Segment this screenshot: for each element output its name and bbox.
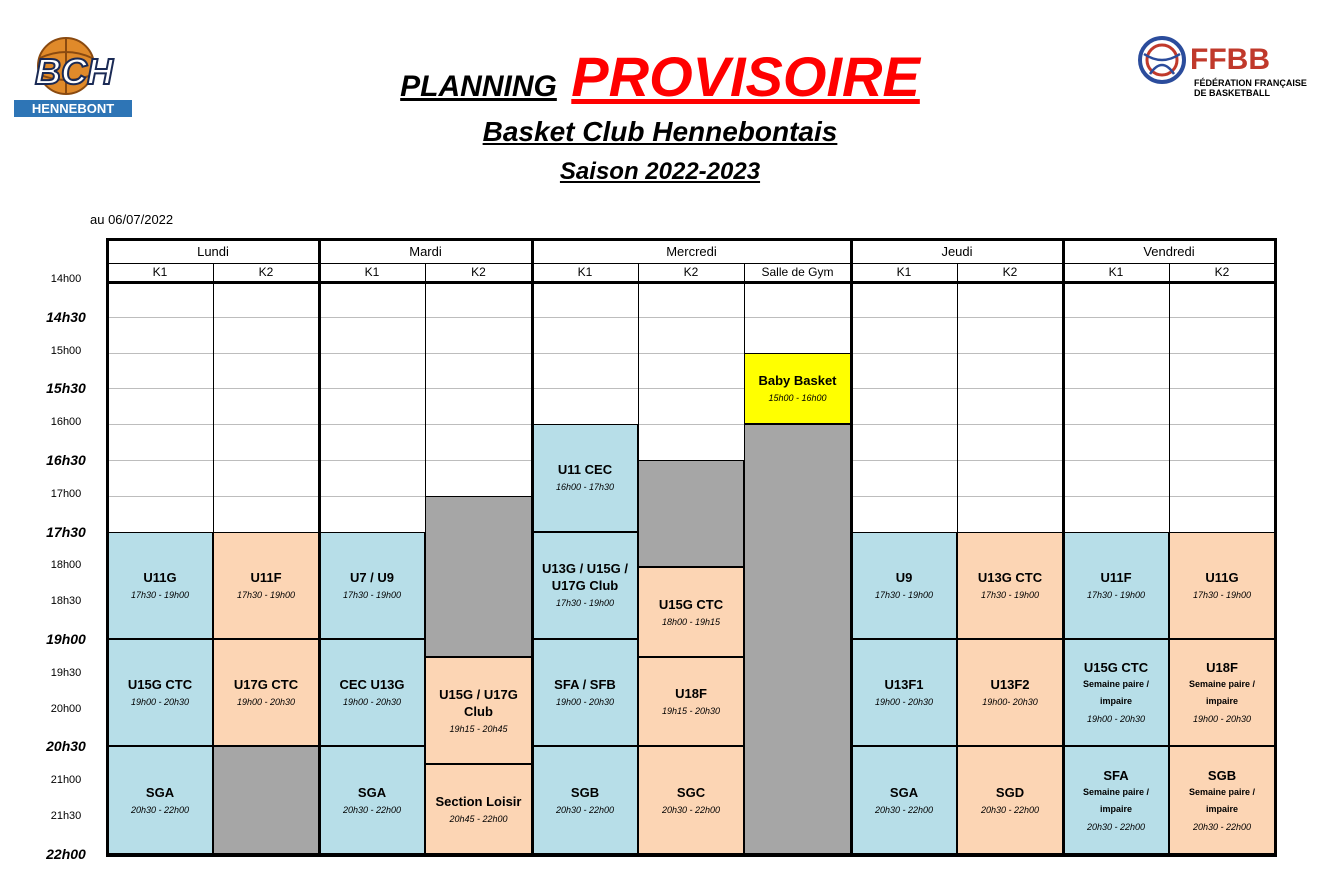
title-prefix: PLANNING (400, 70, 557, 103)
slot-team-name: Baby Basket (758, 372, 837, 388)
slot-team-name: SGB (1207, 767, 1237, 783)
time-label: 16h00 (50, 416, 82, 429)
ffbb-logo-text: FFBB (1190, 43, 1270, 76)
time-label: 15h00 (50, 344, 82, 357)
time-label: 18h30 (50, 595, 82, 608)
time-label: 19h30 (50, 666, 82, 679)
day-header-lundi: Lundi (107, 240, 319, 264)
slot-time-range: 18h00 - 19h15 (661, 616, 721, 627)
slot-time-range: 20h45 - 22h00 (449, 813, 508, 824)
slot-team-name: SFA / SFB (554, 677, 616, 693)
time-label: 21h30 (50, 810, 82, 822)
ffbb-logo (1138, 36, 1318, 100)
court-separator (957, 264, 958, 856)
slot-week-note: Semaine paire / impaire (1082, 679, 1150, 707)
day-separator (850, 238, 853, 856)
slot-u13f2 (957, 639, 1063, 746)
court-header-mardi-k2: K2 (425, 264, 532, 284)
court-header-jeudi-k2: K2 (957, 264, 1063, 284)
slot-u11f (213, 532, 319, 639)
slot-u9 (851, 532, 957, 639)
slot-week-note: Semaine paire / impaire (1188, 679, 1256, 707)
slot-team-name: SGA (889, 784, 919, 800)
slot-team-name: SGD (995, 784, 1025, 800)
svg-text:BCH: BCH (35, 51, 113, 92)
slot-week-note: Semaine paire / impaire (1188, 786, 1256, 814)
court-header-mercredi-salle-de-gym: Salle de Gym (744, 264, 851, 284)
slot-time-range: 15h00 - 16h00 (768, 392, 827, 403)
slot-time-range: 17h30 - 19h00 (342, 589, 402, 600)
time-label: 16h30 (46, 452, 86, 468)
time-label: 22h00 (46, 845, 86, 862)
slot-u11g (1169, 532, 1275, 639)
slot-team-name: U13G CTC (977, 569, 1043, 585)
time-label: 20h30 (46, 738, 86, 755)
day-separator (1062, 238, 1065, 856)
slot-section-loisir (425, 764, 532, 854)
slot-team-name: U11 CEC (557, 462, 613, 478)
slot-sgb (1169, 746, 1275, 853)
time-label: 15h30 (46, 380, 86, 397)
slot-u15g-ctc (1063, 639, 1169, 746)
slot-team-name: U11G (143, 569, 177, 585)
time-label: 14h30 (46, 308, 86, 325)
slot-blocked (638, 460, 744, 567)
slot-time-range: 19h00 - 20h30 (1192, 714, 1252, 725)
slot-time-range: 19h00 - 20h30 (1086, 714, 1146, 725)
slot-team-name: U11G (1205, 569, 1239, 585)
bch-hennebont-logo (14, 34, 134, 120)
slot-time-range: 20h30 - 22h00 (1086, 821, 1146, 832)
time-label: 19h00 (46, 631, 86, 647)
title-provisoire: PROVISOIRE (571, 45, 920, 108)
time-gridline (107, 388, 1275, 389)
slot-time-range: 19h15 - 20h45 (449, 723, 508, 734)
slot-team-name: CEC U13G (339, 677, 405, 693)
time-label: 20h00 (50, 702, 82, 715)
slot-u11g (107, 532, 213, 639)
slot-team-name: U13F1 (884, 677, 924, 693)
slot-time-range: 20h30 - 22h00 (555, 804, 615, 815)
court-header-mercredi-k1: K1 (532, 264, 638, 284)
slot-time-range: 20h30 - 22h00 (874, 804, 934, 815)
day-header-mardi: Mardi (319, 240, 532, 264)
slot-team-name: SGA (357, 784, 387, 800)
slot-time-range: 16h00 - 17h30 (555, 482, 615, 493)
slot-time-range: 17h30 - 19h00 (555, 598, 615, 609)
time-gridline (107, 424, 1275, 425)
slot-blocked (744, 424, 851, 854)
time-label: 17h00 (50, 487, 82, 500)
slot-sga (107, 746, 213, 853)
court-header-jeudi-k1: K1 (851, 264, 957, 284)
slot-team-name: U11F (1100, 569, 1132, 585)
slot-team-name: U18F (675, 686, 707, 702)
slot-time-range: 19h00 - 20h30 (555, 697, 615, 708)
court-header-vendredi-k2: K2 (1169, 264, 1275, 284)
slot-team-name: SGA (145, 784, 175, 800)
slot-time-range: 19h00 - 20h30 (130, 697, 190, 708)
slot-time-range: 19h00 - 20h30 (874, 697, 934, 708)
slot-u15g-u17g-club (425, 657, 532, 764)
slot-blocked (425, 496, 532, 657)
slot-sgc (638, 746, 744, 853)
slot-baby-basket (744, 353, 851, 425)
day-header-jeudi: Jeudi (851, 240, 1063, 264)
court-separator (1169, 264, 1170, 856)
slot-team-name: U11F (250, 569, 282, 585)
court-header-lundi-k1: K1 (107, 264, 213, 284)
slot-team-name: U13F2 (990, 677, 1030, 693)
slot-sgd (957, 746, 1063, 853)
slot-time-range: 17h30 - 19h00 (130, 589, 190, 600)
court-separator (425, 264, 426, 856)
slot-team-name: U15G CTC (658, 596, 724, 612)
court-header-mercredi-k2: K2 (638, 264, 744, 284)
time-label: 14h00 (50, 273, 82, 285)
slot-time-range: 19h00 - 20h30 (236, 697, 296, 708)
slot-sfa-sfb (532, 639, 638, 746)
grid-bottom-border (106, 854, 1277, 857)
page-title (300, 44, 1020, 108)
ffbb-logo-sub1: FÉDÉRATION FRANÇAISE (1194, 78, 1307, 88)
time-gridline (107, 317, 1275, 318)
slot-blocked (213, 746, 319, 853)
slot-time-range: 19h00- 20h30 (982, 697, 1038, 708)
court-separator (744, 264, 745, 856)
slot-team-name: U9 (895, 569, 913, 585)
day-separator (318, 238, 321, 856)
slot-time-range: 19h15 - 20h30 (661, 706, 721, 717)
slot-time-range: 20h30 - 22h00 (130, 804, 190, 815)
slot-time-range: 20h30 - 22h00 (342, 804, 402, 815)
slot-time-range: 20h30 - 22h00 (1192, 821, 1252, 832)
time-gridline (107, 353, 1275, 354)
day-separator (1274, 238, 1277, 856)
slot-time-range: 17h30 - 19h00 (1086, 589, 1146, 600)
slot-u13g-u15g-u17g-club (532, 532, 638, 639)
slot-u18f (638, 657, 744, 747)
slot-sga (851, 746, 957, 853)
slot-sgb (532, 746, 638, 853)
slot-team-name: U15G / U17G Club (439, 686, 518, 719)
slot-u17g-ctc (213, 639, 319, 746)
court-header-lundi-k2: K2 (213, 264, 319, 284)
season-label: Saison 2022-2023 (559, 158, 761, 185)
slot-time-range: 17h30 - 19h00 (874, 589, 934, 600)
day-header-vendredi: Vendredi (1063, 240, 1275, 264)
slot-cec-u13g (319, 639, 425, 746)
time-label: 18h00 (50, 559, 82, 572)
slot-time-range: 17h30 - 19h00 (980, 589, 1040, 600)
slot-team-name: SFA (1103, 767, 1129, 783)
slot-u11f (1063, 532, 1169, 639)
slot-team-name: Section Loisir (435, 793, 522, 809)
slot-u15g-ctc (107, 639, 213, 746)
slot-time-range: 20h30 - 22h00 (661, 804, 721, 815)
slot-time-range: 17h30 - 19h00 (1192, 589, 1252, 600)
slot-sga (319, 746, 425, 853)
grid-top-border (106, 238, 1277, 241)
slot-team-name: U13G / U15G / U17G Club (542, 561, 628, 594)
slot-time-range: 19h00 - 20h30 (342, 697, 402, 708)
slot-sfa (1063, 746, 1169, 853)
slot-u11-cec (532, 424, 638, 531)
ffbb-logo-sub2: DE BASKETBALL (1194, 88, 1270, 98)
court-header-mardi-k1: K1 (319, 264, 425, 284)
slot-team-name: U7 / U9 (349, 569, 395, 585)
slot-team-name: U15G CTC (127, 677, 193, 693)
slot-team-name: U18F (1206, 660, 1238, 676)
slot-time-range: 20h30 - 22h00 (980, 804, 1040, 815)
court-header-vendredi-k1: K1 (1063, 264, 1169, 284)
day-separator (106, 238, 109, 856)
slot-team-name: SGC (676, 784, 706, 800)
slot-u13f1 (851, 639, 957, 746)
slot-u7-u9 (319, 532, 425, 639)
day-separator (531, 238, 534, 856)
court-separator (213, 264, 214, 856)
court-separator (638, 264, 639, 856)
slot-u18f (1169, 639, 1275, 746)
slot-u13g-ctc (957, 532, 1063, 639)
date-note: au 06/07/2022 (90, 212, 174, 227)
day-header-mercredi: Mercredi (532, 240, 851, 264)
slot-u15g-ctc (638, 567, 744, 657)
slot-time-range: 17h30 - 19h00 (236, 589, 296, 600)
slot-team-name: U15G CTC (1083, 660, 1149, 676)
slot-team-name: SGB (570, 784, 600, 800)
slot-week-note: Semaine paire / impaire (1082, 786, 1150, 814)
slot-team-name: U17G CTC (233, 677, 299, 693)
svg-text:HENNEBONT: HENNEBONT (31, 101, 115, 116)
club-name: Basket Club Hennebontais (482, 116, 838, 147)
time-label: 21h00 (50, 774, 82, 787)
time-label: 17h30 (46, 523, 86, 540)
